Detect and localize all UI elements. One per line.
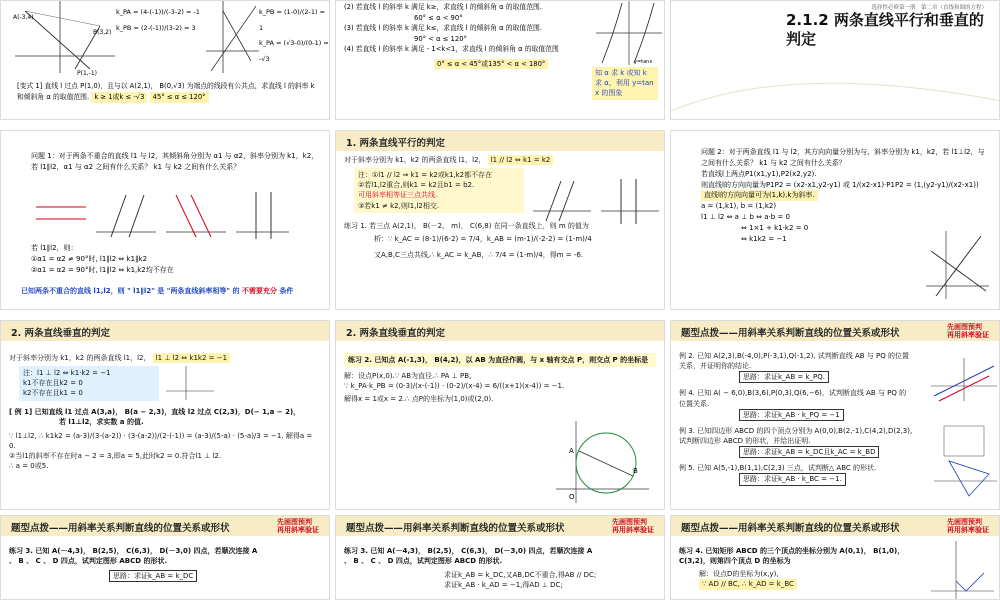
example-1-sol2: ②当l1的斜率不存在时a − 2 = 3,即a = 5,此时k2 = 0.符合l1 ⊥ l2. xyxy=(9,452,222,461)
axes-mini xyxy=(166,366,216,401)
tan-label: y=tanx xyxy=(634,59,653,65)
exercise-2-sol1: 解：设点P(x,0).∵ AB为直径.∴ PA ⊥ PB, xyxy=(344,372,472,381)
perp-step-2: ⇔ 1×1 + k1·k2 = 0 xyxy=(741,223,809,232)
question-4: (4) 若直线 l 的斜率 k 满足 - 1<k<1，求直线 l 的倾斜角 α 的取值范围 xyxy=(344,45,559,54)
slide-3[interactable] xyxy=(670,0,1000,120)
note-3: ③若k1 ≠ k2,则l1,l2相交. xyxy=(358,201,440,210)
points-line: 若直线l上两点P1(x1,y1),P2(x2,y2). xyxy=(701,169,817,178)
slide-12-header: 题型点拨——用斜率关系判断直线的位置关系或形状 xyxy=(671,516,999,536)
answer-alpha-range: 45° ≤ α ≤ 120° xyxy=(150,92,209,103)
condition-intro: 若 l1∥l2，则： xyxy=(31,244,78,252)
answer-4: 0° ≤ α < 45°或135° < α < 180° xyxy=(434,59,548,70)
note-2b: 可用斜率相等证三点共线. xyxy=(358,191,438,200)
label-p: P(1,-1) xyxy=(77,70,98,76)
exercise-2-sol2: ∵ k_PA·k_PB = (0-3)/(x-(-1)) · (0-2)/(x-4) = 6/((x+1)(x-4)) = −1. xyxy=(344,382,565,391)
kpb2-formula: k_PB = (1-0)/(2-1) = 1 xyxy=(259,8,326,32)
answer-3: 90° < α ≤ 120° xyxy=(414,34,467,43)
variant-question: [变式 1] 直线 l 过点 P(1,0)，且与以 A(2,1)， B(0,√3) 为端点的线段有公共点，求直线 l 的斜率 k 和倾斜角 α 的取值范围. xyxy=(17,82,315,101)
slide-9[interactable] xyxy=(670,320,1000,510)
slope-diagrams xyxy=(531,176,661,226)
exercise-2-sol3: 解得x = 1或x = 2.∴ 点P的坐标为(1,0)或(2,0). xyxy=(344,395,494,404)
example-2: 例 2. 已知 A(2,3),B(-4,0),P(-3,1),Q(-1,2), 试判断直线 AB 与 PQ 的位置关系，并证明你的结论. xyxy=(679,352,909,371)
vectors-ab: a = (1,k1), b = (1,k2) xyxy=(701,202,777,211)
footer-question: 已知两条不重合的直线 l1,l2，则 " l1∥l2" 是 "两条直线斜率相等" 的 xyxy=(21,287,240,295)
tan-hint-note: 知 α 求 k 或知 k 求 α，利用 y=tan x 的图象 xyxy=(592,67,658,100)
slide-6[interactable] xyxy=(670,130,1000,310)
exercise-2: 练习 2. 已知点 A(-1,3)， B(4,2)，以 AB 为直径作圆，与 x 轴有交点 P，则交点 P 的坐标是 xyxy=(344,353,656,367)
kpb-formula: k_PB = (2-(-1))/(3-2) = 3 xyxy=(116,23,196,32)
label-b: B(3,2) xyxy=(93,29,112,36)
question-2: 问题 2：对于两条直线 l1 与 l2，其方向向量分别为与，斜率分别为 k1，k2，若 l1⊥l2，与之间有什么关系？ k1 与 k2 之间有什么关系？ xyxy=(701,148,985,167)
slide-8[interactable] xyxy=(335,320,665,510)
note-2: ②若l1,l2重合,则k1 = k2且b1 = b2. xyxy=(358,181,475,190)
perp-note-1: 注：l1 ⊥ l2 ⇔ k1·k2 = −1 xyxy=(23,369,111,378)
slide-10-header: 题型点拨——用斜率关系判断直线的位置关系或形状 xyxy=(1,516,329,536)
exercise-1-sol1: 析：∵ k_AC = (8-1)/(6-2) = 7/4，k_AB = (m-1)/(-2-2) = (1-m)/4 xyxy=(374,234,592,243)
footer-badge: 不需要充分 xyxy=(241,287,277,295)
example-3-hint: 思路：求证k_AB = k_DC且k_AC = k_BD xyxy=(739,446,879,458)
question-2: (2) 若直线 l 的斜率 k 满足 k≥，求直线 l 的倾斜角 α 的取值范围. xyxy=(344,3,542,11)
perpendicular-rule: l1 ⊥ l2 ⇔ k1k2 = −1 xyxy=(153,353,230,363)
label-o: O xyxy=(569,493,575,501)
tan-graph xyxy=(594,1,664,66)
slide-8-header: 2. 两条直线垂直的判定 xyxy=(336,321,664,341)
exercise-3-step1: 求证k_AB = k_DC,又AB,DC不重合,得AB // DC; xyxy=(444,571,597,580)
rectangle-diagram xyxy=(926,541,996,600)
exercise-4-sol2: ∵ AD // BC, ∴ k_AD = k_BC xyxy=(699,579,797,589)
slide-1[interactable] xyxy=(0,0,330,120)
decorative-curve xyxy=(671,1,1000,120)
answer-k-range: k ≥ 1或k ≤ -√3 xyxy=(91,92,147,103)
example-2-hint: 思路：求证k_AB = k_PQ. xyxy=(739,371,829,383)
question-3: (3) 若直线 l 的斜率 k 满足 k≤，求直线 l 的倾斜角 α 的取值范围. xyxy=(344,24,542,33)
condition-2: ②α1 = α2 = 90°时, l1∥l2 ⇔ k1,k2均不存在 xyxy=(31,266,174,275)
example-1: [ 例 1] 已知直线 l1 过点 A(3,a)， B(a − 2,3)，直线 l2 过点 C(2,3)，D(− 1,a − 2)， xyxy=(9,407,301,416)
slide-4[interactable] xyxy=(0,130,330,310)
chapter-header: 选择性必修第一册 第二章（直线和圆的方程） xyxy=(871,5,987,11)
slide-9-header: 题型点拨——用斜率关系判断直线的位置关系或形状 xyxy=(671,321,999,341)
slide-5-header: 1. 两条直线平行的判定 xyxy=(336,131,664,151)
exercise-4-sol1: 解：设点D的坐标为(x,y), xyxy=(699,570,779,579)
exercise-1-sol2: 又A,B,C三点共线,∴ k_AC = k_AB，∴ 7/4 = (1-m)/4，得m = -6. xyxy=(374,250,584,259)
condition-1: ①α1 = α2 ≠ 90°时, l1∥l2 ⇔ k1∥k2 xyxy=(31,255,148,264)
predict-badge: 先画图预判 再用斜率验证 xyxy=(277,518,319,535)
exercise-3: 练习 3. 已知 A(－4,3)， B(2,5)， C(6,3)， D(－3,0) 四点，若顺次连接 A 、 B 、 C 、 D 四点，试判定图形 ABCD 的形状. xyxy=(344,547,593,566)
example-3: 例 3. 已知四边形 ABCD 的四个顶点分别为 A(0,0),B(2,-1),C(4,2),D(2,3), 试判断四边形 ABCD 的形状，并给出证明. xyxy=(679,426,913,445)
diagram-slope-range xyxy=(5,1,125,76)
rule-intro: 对于斜率分别为 k1，k2 的两条直线 l1，l2， xyxy=(9,354,151,362)
parallel-lines-diagrams xyxy=(31,187,291,242)
label-b: B xyxy=(633,467,638,475)
exercise-1: 练习 1. 若三点 A(2,1)， B(－2， m)， C(6,8) 在同一条直线上，则 m 的值为 xyxy=(344,221,589,230)
slide-10[interactable] xyxy=(0,515,330,600)
predict-badge: 先画图预判 再用斜率验证 xyxy=(947,323,989,340)
slide-7[interactable] xyxy=(0,320,330,510)
footer-tail: 条件 xyxy=(279,287,294,295)
kpa-formula: k_PA = (4-(-1))/(-3-2) = -1 xyxy=(116,8,200,16)
exercise-4: 练习 4. 已知矩形 ABCD 的三个顶点的坐标分别为 A(0,1)， B(1,0)，C(3,2)，则第四个顶点 D 的坐标为 xyxy=(679,547,905,566)
direction-vector: 则直线l的方向向量为P1P2 = (x2-x1,y2-y1) 或 1/(x2-x1)·P1P2 = (1,(y2-y1)/(x2-x1)) xyxy=(701,180,979,189)
slide-7-header: 2. 两条直线垂直的判定 xyxy=(1,321,329,341)
parallel-rule: l1 // l2 ⇔ k1 = k2 xyxy=(488,155,554,165)
slide-2[interactable] xyxy=(335,0,665,120)
direction-vector-k: 直线l的方向向量可为(1,k),k为斜率. xyxy=(701,190,818,201)
kpa2-formula: k_PA = (√3-0)/(0-1) = -√3 xyxy=(259,39,329,63)
slide-5[interactable] xyxy=(335,130,665,310)
label-a: A(-3,4) xyxy=(13,14,34,21)
perp-note-2: k1不存在且k2 = 0 xyxy=(23,379,83,388)
perp-step-1: l1 ⊥ l2 ⇔ a ⊥ b ⇔ a·b = 0 xyxy=(701,213,790,222)
question-1: 问题 1：对于两条不重合的直线 l1 与 l2，其倾斜角分别为 α1 与 α2，斜率分别为 k1，k2，若 l1∥l2，α1 与 α2 之间有什么关系？ k1 与 k2 之间有什么关系？ xyxy=(31,152,319,172)
examples-diagrams xyxy=(929,356,999,506)
rule-intro: 对于斜率分别为 k1，k2 的两条直线 l1，l2， xyxy=(344,156,486,164)
perpendicular-diagram xyxy=(921,231,991,301)
example-4: 例 4. 已知 A( − 6,0),B(3,6),P(0,3),Q(6,−6)，试判断直线 AB 与 PQ 的位置关系. xyxy=(679,389,907,408)
lesson-title: 2.1.2 两条直线平行和垂直的判定 xyxy=(786,11,984,48)
example-1-cond: 若 l1⊥l2，求实数 a 的值. xyxy=(59,417,144,426)
slide-11[interactable] xyxy=(335,515,665,600)
perp-note-3: k2不存在且k1 = 0 xyxy=(23,389,83,398)
exercise-3-hint: 思路：求证k_AB = k_DC xyxy=(109,570,197,582)
perp-step-3: ⇔ k1k2 = −1 xyxy=(741,234,787,243)
example-4-hint: 思路：求证k_AB · k_PQ = −1 xyxy=(739,409,844,421)
predict-badge: 先画图预判 再用斜率验证 xyxy=(947,518,989,535)
example-5: 例 5. 已知 A(5,-1),B(1,1),C(2,3) 三点，试判断△ ABC 的形状. xyxy=(679,464,877,473)
example-1-sol1: ∵ l1⊥l2, ∴ k1k2 = (a-3)/(3-(a-2)) · (3-(a-2))/(2-(-1)) = (a-3)/(5-a) · (5-a)/3 = −1. 解得a = 0. xyxy=(9,431,313,450)
slide-11-header: 题型点拨——用斜率关系判断直线的位置关系或形状 xyxy=(336,516,664,536)
predict-badge: 先画图预判 再用斜率验证 xyxy=(612,518,654,535)
note-1: 注：①l1 // l2 ⇒ k1 = k2或k1,k2都不存在 xyxy=(358,171,493,180)
diagram-segment-ab xyxy=(201,1,261,76)
example-1-sol3: ∴ a = 0或5. xyxy=(9,462,49,471)
exercise-3: 练习 3. 已知 A(－4,3)， B(2,5)， C(6,3)， D(－3,0) 四点，若顺次连接 A 、 B 、 C 、 D 四点，试判定图形 ABCD 的形状. xyxy=(9,547,258,566)
circle-diagram xyxy=(551,421,651,506)
exercise-3-step2: 求证k_AB · k_AD = −1,得AD ⊥ DC; xyxy=(444,581,563,590)
label-a: A xyxy=(569,447,574,455)
answer-2: 60° ≤ α < 90° xyxy=(414,13,463,22)
example-5-hint: 思路：求证k_AB · k_BC = −1. xyxy=(739,473,846,485)
slide-12[interactable] xyxy=(670,515,1000,600)
